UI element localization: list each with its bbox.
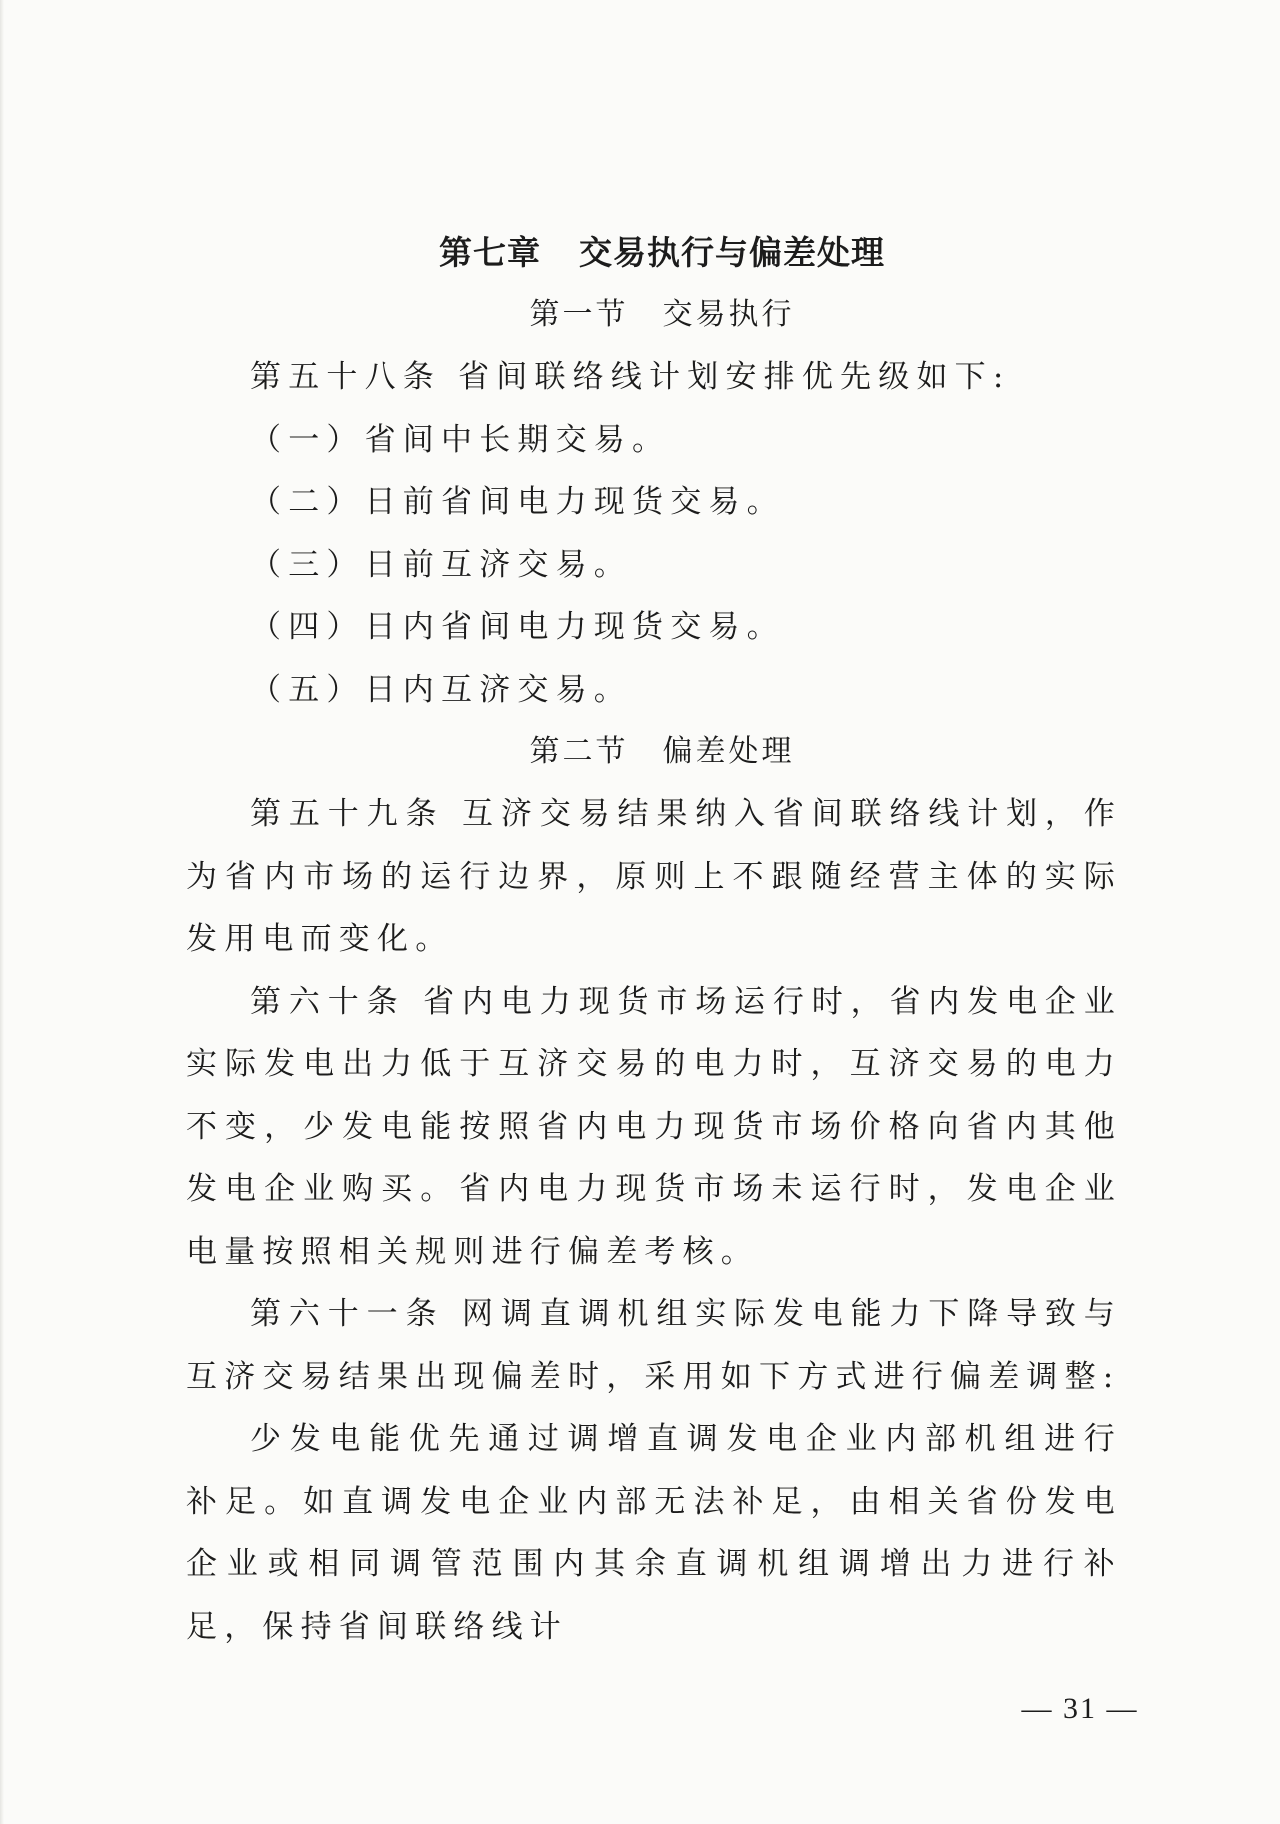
list-item: （三）日前互济交易。 <box>250 546 632 583</box>
article-59-text: 互济交易结果纳入省间联络线计划，作为省内市场的运行边界，原则上不跟随经营主体的实际发用电而变化。 <box>186 796 1122 957</box>
article-58-lead: 第五十八条 <box>250 359 441 395</box>
article-60-lead: 第六十条 <box>250 983 406 1020</box>
article-58-text: 省间联络线计划安排优先级如下: <box>458 359 1011 395</box>
list-item: （二）日前省间电力现货交易。 <box>250 484 785 520</box>
chapter-number: 第七章 <box>439 233 541 272</box>
article-60 <box>186 971 1122 1284</box>
list-item: （一）省间中长期交易。 <box>250 421 671 458</box>
section-2-number: 第二节 <box>529 734 629 769</box>
chapter-name: 交易执行与偏差处理 <box>579 233 885 272</box>
page-edge <box>0 0 4 1824</box>
section-2-name: 偏差处理 <box>662 734 795 769</box>
article-61-lead: 第六十一条 <box>250 1296 445 1332</box>
article-61-text: 网调直调机组实际发电能力下降导致与互济交易结果出现偏差时，采用如下方式进行偏差调整: <box>186 1296 1122 1395</box>
section-1-number: 第一节 <box>529 297 629 332</box>
article-59-lead: 第五十九条 <box>250 796 445 832</box>
document-body <box>186 222 1122 1658</box>
list-item: （五）日内互济交易。 <box>250 671 632 708</box>
article-60-text: 省内电力现货市场运行时，省内发电企业实际发电出力低于互济交易的电力时，互济交易的电力不变，少发电能按照省内电力现货市场价格向省内其他发电企业购买。省内电力现货市场未运行时，发电企业电量按照相关规则进行偏差考核。 <box>186 983 1122 1270</box>
article-58 <box>186 346 1122 409</box>
article-61-continuation: 少发电能优先通过调增直调发电企业内部机组进行补足。如直调发电企业内部无法补足，由相关省份发电企业或相同调管范围内其余直调机组调增出力进行补足，保持省间联络线计 <box>186 1421 1122 1645</box>
list-item: （四）日内省间电力现货交易。 <box>250 609 785 645</box>
page-number: — 31 — <box>1021 1692 1139 1725</box>
section-title-1 <box>202 284 1122 346</box>
section-title-2 <box>202 721 1122 783</box>
article-61 <box>186 1283 1122 1408</box>
section-1-name: 交易执行 <box>662 297 795 332</box>
chapter-title <box>202 222 1122 284</box>
article-59 <box>186 783 1122 971</box>
